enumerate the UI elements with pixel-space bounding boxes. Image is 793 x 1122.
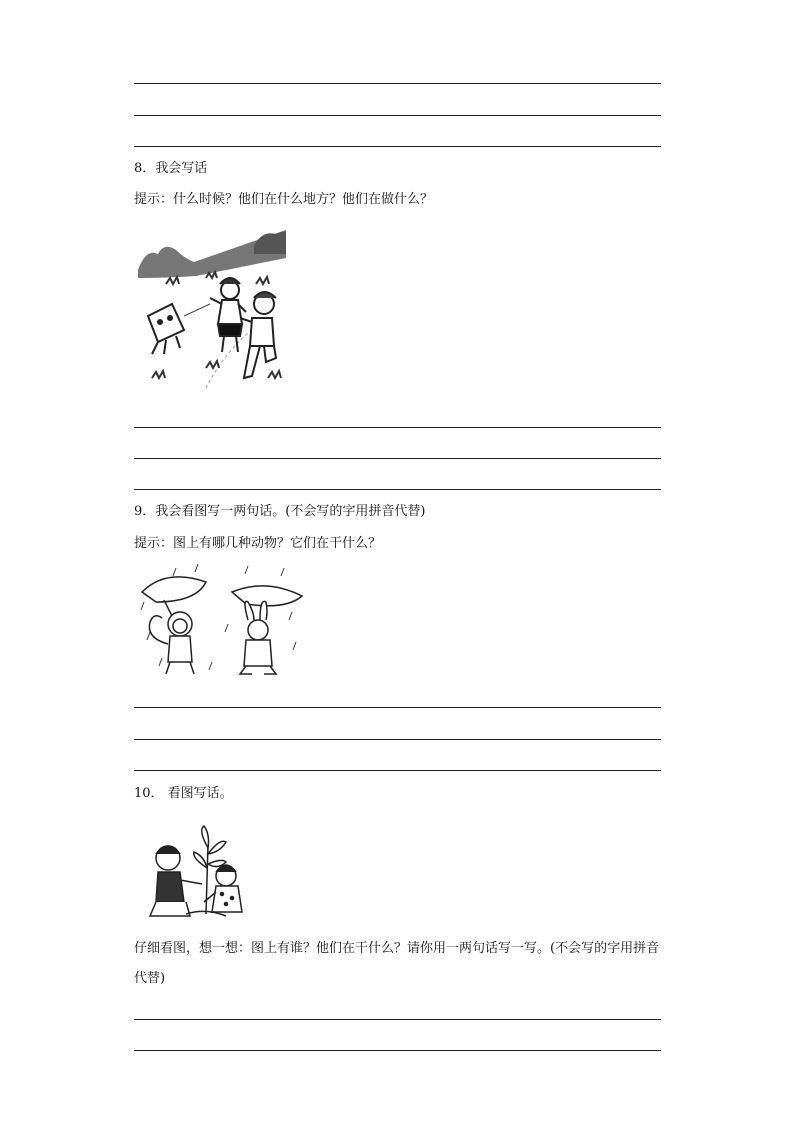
monkey-rabbit-rain-illustration xyxy=(136,562,306,680)
writing-line xyxy=(134,1019,661,1020)
q10-prompt: 仔细看图，想一想：图上有谁？他们在干什么？请你用一两句话写一写。(不会写的字用拼音代替) xyxy=(134,941,660,986)
q8-hint: 提示：什么时候？他们在什么地方？他们在做什么？ xyxy=(134,192,434,207)
writing-line xyxy=(134,83,661,84)
writing-line xyxy=(134,770,661,771)
writing-line xyxy=(134,115,661,116)
kite-flying-illustration xyxy=(136,228,288,390)
tree-planting-illustration xyxy=(146,824,246,920)
q9-hint: 提示：图上有哪几种动物？它们在干什么？ xyxy=(134,536,382,551)
writing-line xyxy=(134,1050,661,1051)
writing-line xyxy=(134,489,661,490)
writing-line xyxy=(134,458,661,459)
q10-title: 10． 看图写话。 xyxy=(134,786,233,801)
q8-title: 8．我会写话 xyxy=(134,161,208,176)
writing-line xyxy=(134,739,661,740)
writing-line xyxy=(134,146,661,147)
q9-title: 9．我会看图写一两句话。(不会写的字用拼音代替) xyxy=(134,504,426,519)
writing-line xyxy=(134,427,661,428)
writing-line xyxy=(134,707,661,708)
